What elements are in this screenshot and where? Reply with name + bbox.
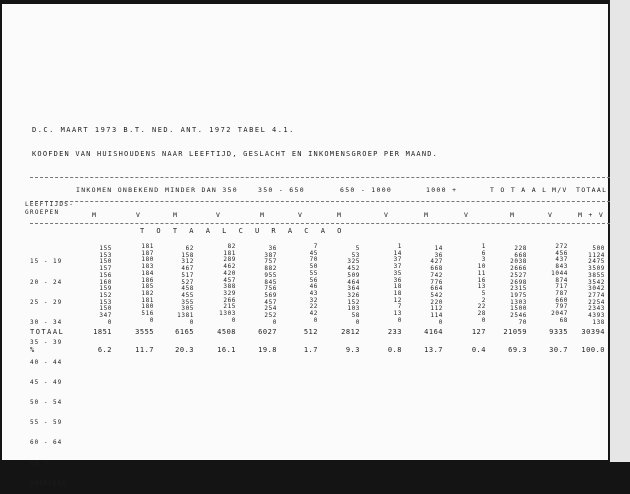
table-cell: 62 <box>185 245 194 252</box>
group-header-mv: M/V <box>552 186 568 194</box>
sex-header-8: V <box>384 211 390 219</box>
table-cell: 347 <box>99 312 112 320</box>
table-cell: 252 <box>264 312 277 320</box>
sex-header-2: V <box>136 211 142 219</box>
table-cell: 58 <box>351 312 360 320</box>
data-column <box>200 244 236 324</box>
table-cell: 452 <box>347 265 360 273</box>
group-header-under-350: MINDER DAN 350 <box>165 186 238 194</box>
age-group-label: 25 - 29 <box>30 298 63 306</box>
table-cell: 185 <box>141 283 154 291</box>
percent-cell: 19.8 <box>258 346 277 354</box>
table-cell: 228 <box>514 245 527 252</box>
totaal-cell: 2812 <box>341 328 360 336</box>
table-cell: 312 <box>181 258 194 266</box>
table-cell: 5 <box>481 289 486 297</box>
data-column <box>366 244 402 324</box>
percent-cell: 13.7 <box>424 346 443 354</box>
totaal-cell: 4508 <box>217 328 236 336</box>
table-cell: 2475 <box>588 258 605 266</box>
table-cell: 437 <box>555 256 568 264</box>
page-edge-line <box>609 0 610 462</box>
table-cell: 0 <box>272 318 277 326</box>
data-column <box>324 246 360 326</box>
totaal-cell: 6027 <box>258 328 277 336</box>
table-cell: 500 <box>592 245 605 252</box>
table-cell: 158 <box>181 251 194 259</box>
table-cell: 186 <box>141 276 154 284</box>
sex-header-4: V <box>216 211 222 219</box>
table-cell: 159 <box>99 285 112 293</box>
percent-row-label: % <box>30 346 36 354</box>
table-cell: 2774 <box>588 291 605 299</box>
age-group-label: ONBEKEND <box>30 479 67 487</box>
sex-header-7: M <box>337 211 343 219</box>
table-cell: 181 <box>223 249 236 257</box>
data-column <box>158 246 194 326</box>
table-cell: 45 <box>309 249 318 257</box>
data-column <box>76 246 112 326</box>
table-cell: 364 <box>347 285 360 293</box>
table-cell: 1 <box>481 243 486 250</box>
table-cell: 0 <box>397 316 402 324</box>
totaal-cell: 6165 <box>175 328 194 336</box>
age-group-label: 40 - 44 <box>30 358 63 366</box>
table-cell: 776 <box>430 278 443 286</box>
table-cell: 16 <box>477 276 486 284</box>
table-cell: 7 <box>397 303 402 311</box>
data-column <box>282 244 318 324</box>
sex-header-3: M <box>173 211 179 219</box>
percent-cell: 16.1 <box>217 346 236 354</box>
table-cell: 150 <box>99 305 112 313</box>
table-cell: 82 <box>227 243 236 250</box>
percent-cell: 20.3 <box>175 346 194 354</box>
totaal-cell: 233 <box>387 328 402 336</box>
table-cell: 153 <box>99 251 112 259</box>
percent-cell: 6.2 <box>97 346 112 354</box>
table-cell: 509 <box>347 271 360 279</box>
table-cell: 457 <box>264 298 277 306</box>
table-cell: 516 <box>141 310 154 318</box>
header-bottom-rule <box>30 223 610 224</box>
percent-cell: 9.3 <box>345 346 360 354</box>
table-cell: 845 <box>264 278 277 286</box>
row-label-header: LEEFTIJDS- GROEPEN <box>25 201 75 216</box>
table-cell: 427 <box>430 258 443 266</box>
table-cell: 181 <box>141 296 154 304</box>
table-cell: 717 <box>555 283 568 291</box>
document-subtitle: KOOFDEN VAN HUISHOUDENS NAAR LEEFTIJD, GESLACHT EN INKOMENSGROEP PER MAAND. <box>32 150 439 158</box>
table-cell: 36 <box>268 245 277 252</box>
table-cell: 103 <box>347 305 360 313</box>
table-cell: 1 <box>397 243 402 250</box>
table-cell: 329 <box>223 289 236 297</box>
table-cell: 53 <box>351 251 360 259</box>
data-column <box>532 244 568 324</box>
table-cell: 14 <box>434 245 443 252</box>
table-cell: 757 <box>264 258 277 266</box>
table-cell: 355 <box>181 298 194 306</box>
table-cell: 668 <box>430 265 443 273</box>
table-cell: 462 <box>223 263 236 271</box>
table-cell: 43 <box>309 289 318 297</box>
table-cell: 180 <box>141 303 154 311</box>
table-cell: 13 <box>393 310 402 318</box>
sex-header-9: M <box>424 211 430 219</box>
table-cell: 843 <box>555 263 568 271</box>
table-cell: 22 <box>477 303 486 311</box>
age-group-label: 65 + <box>30 459 49 467</box>
table-cell: 22 <box>309 303 318 311</box>
data-column <box>450 244 486 324</box>
table-cell: 11 <box>477 269 486 277</box>
table-cell: 517 <box>181 271 194 279</box>
table-cell: 325 <box>347 258 360 266</box>
group-header-650-1000: 650 - 1000 <box>340 186 393 194</box>
table-cell: 156 <box>99 271 112 279</box>
table-cell: 155 <box>99 245 112 252</box>
age-group-label: 30 - 34 <box>30 318 63 326</box>
age-group-label: 55 - 59 <box>30 419 63 427</box>
table-cell: 1124 <box>588 251 605 259</box>
percent-cell: 1.7 <box>303 346 318 354</box>
table-cell: 18 <box>393 283 402 291</box>
table-cell: 2254 <box>588 298 605 306</box>
table-cell: 458 <box>181 285 194 293</box>
data-column <box>569 246 605 326</box>
table-cell: 882 <box>264 265 277 273</box>
group-header-350-650: 350 - 650 <box>258 186 305 194</box>
age-group-label: 45 - 49 <box>30 379 63 387</box>
table-cell: 0 <box>107 318 112 326</box>
totaal-cell: 127 <box>471 328 486 336</box>
totaal-cell: 9335 <box>549 328 568 336</box>
table-cell: 180 <box>141 256 154 264</box>
age-group-label: 20 - 24 <box>30 278 63 286</box>
table-cell: 6 <box>481 249 486 257</box>
table-cell: 266 <box>223 296 236 304</box>
table-cell: 3 <box>481 256 486 264</box>
totaal-cell: 512 <box>303 328 318 336</box>
percent-cell: 0.4 <box>471 346 486 354</box>
table-cell: 1500 <box>510 305 527 313</box>
table-cell: 56 <box>309 276 318 284</box>
table-cell: 55 <box>309 269 318 277</box>
table-cell: 660 <box>555 296 568 304</box>
table-cell: 874 <box>555 276 568 284</box>
table-cell: 2666 <box>510 265 527 273</box>
table-cell: 756 <box>264 285 277 293</box>
table-cell: 37 <box>393 256 402 264</box>
table-cell: 68 <box>559 316 568 324</box>
table-cell: 254 <box>264 305 277 313</box>
table-cell: 527 <box>181 278 194 286</box>
table-top-rule <box>30 177 610 178</box>
table-cell: 157 <box>99 265 112 273</box>
table-cell: 35 <box>393 269 402 277</box>
age-group-label: 15 - 19 <box>30 258 63 266</box>
table-cell: 152 <box>99 291 112 299</box>
age-group-label: 50 - 54 <box>30 399 63 407</box>
table-cell: 3855 <box>588 271 605 279</box>
totaal-row-label: TOTAAL <box>30 328 65 336</box>
table-cell: 183 <box>141 263 154 271</box>
table-cell: 467 <box>181 265 194 273</box>
table-cell: 42 <box>309 310 318 318</box>
table-cell: 0 <box>189 318 194 326</box>
table-cell: 420 <box>223 269 236 277</box>
data-column <box>118 244 154 324</box>
table-cell: 36 <box>434 251 443 259</box>
table-cell: 70 <box>309 256 318 264</box>
table-cell: 0 <box>231 316 236 324</box>
table-cell: 456 <box>555 249 568 257</box>
sex-header-13: M + V <box>578 211 605 219</box>
table-cell: 5 <box>355 245 360 252</box>
table-cell: 14 <box>393 249 402 257</box>
document-title: D.C. MAART 1973 B.T. NED. ANT. 1972 TABEL 4.1. <box>32 126 295 134</box>
group-header-totaal: T O T A A L <box>490 186 548 194</box>
table-cell: 2343 <box>588 305 605 313</box>
table-cell: 2527 <box>510 271 527 279</box>
totaal-cell: 4164 <box>424 328 443 336</box>
table-cell: 787 <box>555 289 568 297</box>
sex-header-1: M <box>92 211 98 219</box>
percent-cell: 11.7 <box>135 346 154 354</box>
table-cell: 215 <box>223 303 236 311</box>
percent-cell: 30.7 <box>549 346 568 354</box>
table-cell: 37 <box>393 263 402 271</box>
table-cell: 455 <box>181 291 194 299</box>
table-cell: 2038 <box>510 258 527 266</box>
table-cell: 2 <box>481 296 486 304</box>
age-group-label: 35 - 39 <box>30 338 63 346</box>
table-cell: 1303 <box>510 298 527 306</box>
table-cell: 289 <box>223 256 236 264</box>
table-cell: 2315 <box>510 285 527 293</box>
table-cell: 388 <box>223 283 236 291</box>
table-cell: 160 <box>99 278 112 286</box>
table-cell: 1303 <box>219 310 236 318</box>
table-cell: 2546 <box>510 312 527 320</box>
table-cell: 13 <box>477 283 486 291</box>
table-cell: 0 <box>313 316 318 324</box>
table-cell: 152 <box>347 298 360 306</box>
data-column <box>407 246 443 326</box>
table-cell: 1381 <box>177 312 194 320</box>
group-header-1000-plus: 1000 + <box>426 186 458 194</box>
table-cell: 36 <box>393 276 402 284</box>
table-cell: 569 <box>264 291 277 299</box>
totaal-cell: 3555 <box>135 328 154 336</box>
table-cell: 2698 <box>510 278 527 286</box>
table-cell: 272 <box>555 243 568 250</box>
page-edge <box>610 0 630 462</box>
sex-header-10: V <box>464 211 470 219</box>
table-cell: 0 <box>149 316 154 324</box>
table-cell: 150 <box>99 258 112 266</box>
table-cell: 664 <box>430 285 443 293</box>
table-cell: 114 <box>430 312 443 320</box>
sex-header-12: V <box>548 211 554 219</box>
age-group-labels <box>30 246 67 494</box>
table-cell: 184 <box>141 269 154 277</box>
table-cell: 326 <box>347 291 360 299</box>
table-cell: 220 <box>430 298 443 306</box>
table-cell: 7 <box>313 243 318 250</box>
sex-header-11: M <box>510 211 516 219</box>
table-cell: 3042 <box>588 285 605 293</box>
table-cell: 28 <box>477 310 486 318</box>
sex-header-6: V <box>298 211 304 219</box>
table-cell: 18 <box>393 289 402 297</box>
totaal-cell: 30394 <box>581 328 605 336</box>
table-cell: 50 <box>309 263 318 271</box>
data-column <box>491 246 527 326</box>
data-column <box>241 246 277 326</box>
percent-cell: 0.8 <box>387 346 402 354</box>
table-cell: 742 <box>430 271 443 279</box>
table-cell: 187 <box>141 249 154 257</box>
table-cell: 2047 <box>551 310 568 318</box>
age-group-label: 60 - 64 <box>30 439 63 447</box>
table-cell: 305 <box>181 305 194 313</box>
table-cell: 3509 <box>588 265 605 273</box>
table-cell: 955 <box>264 271 277 279</box>
table-cell: 181 <box>141 243 154 250</box>
table-cell: 70 <box>518 318 527 326</box>
percent-cell: 100.0 <box>581 346 605 354</box>
group-header-unknown: INKOMEN ONBEKEND <box>76 186 160 194</box>
table-cell: 32 <box>309 296 318 304</box>
table-cell: 0 <box>438 318 443 326</box>
table-cell: 668 <box>514 251 527 259</box>
section-title: T O T A A L C U R A C A O <box>140 227 346 235</box>
table-cell: 4393 <box>588 312 605 320</box>
table-cell: 3542 <box>588 278 605 286</box>
table-cell: 12 <box>393 296 402 304</box>
percent-cell: 69.3 <box>508 346 527 354</box>
totaal-cell: 1851 <box>93 328 112 336</box>
table-cell: 182 <box>141 289 154 297</box>
table-cell: 112 <box>430 305 443 313</box>
table-cell: 542 <box>430 291 443 299</box>
table-cell: 10 <box>477 263 486 271</box>
table-cell: 0 <box>481 316 486 324</box>
table-cell: 0 <box>355 318 360 326</box>
table-cell: 1044 <box>551 269 568 277</box>
table-cell: 1975 <box>510 291 527 299</box>
header-mid-rule <box>30 201 610 202</box>
table-cell: 138 <box>592 318 605 326</box>
table-cell: 457 <box>223 276 236 284</box>
totaal-cell: 21059 <box>503 328 527 336</box>
table-cell: 464 <box>347 278 360 286</box>
table-cell: 153 <box>99 298 112 306</box>
table-cell: 797 <box>555 303 568 311</box>
sex-header-5: M <box>260 211 266 219</box>
table-cell: 46 <box>309 283 318 291</box>
group-header-grand-total: TOTAAL <box>576 186 608 194</box>
table-cell: 387 <box>264 251 277 259</box>
